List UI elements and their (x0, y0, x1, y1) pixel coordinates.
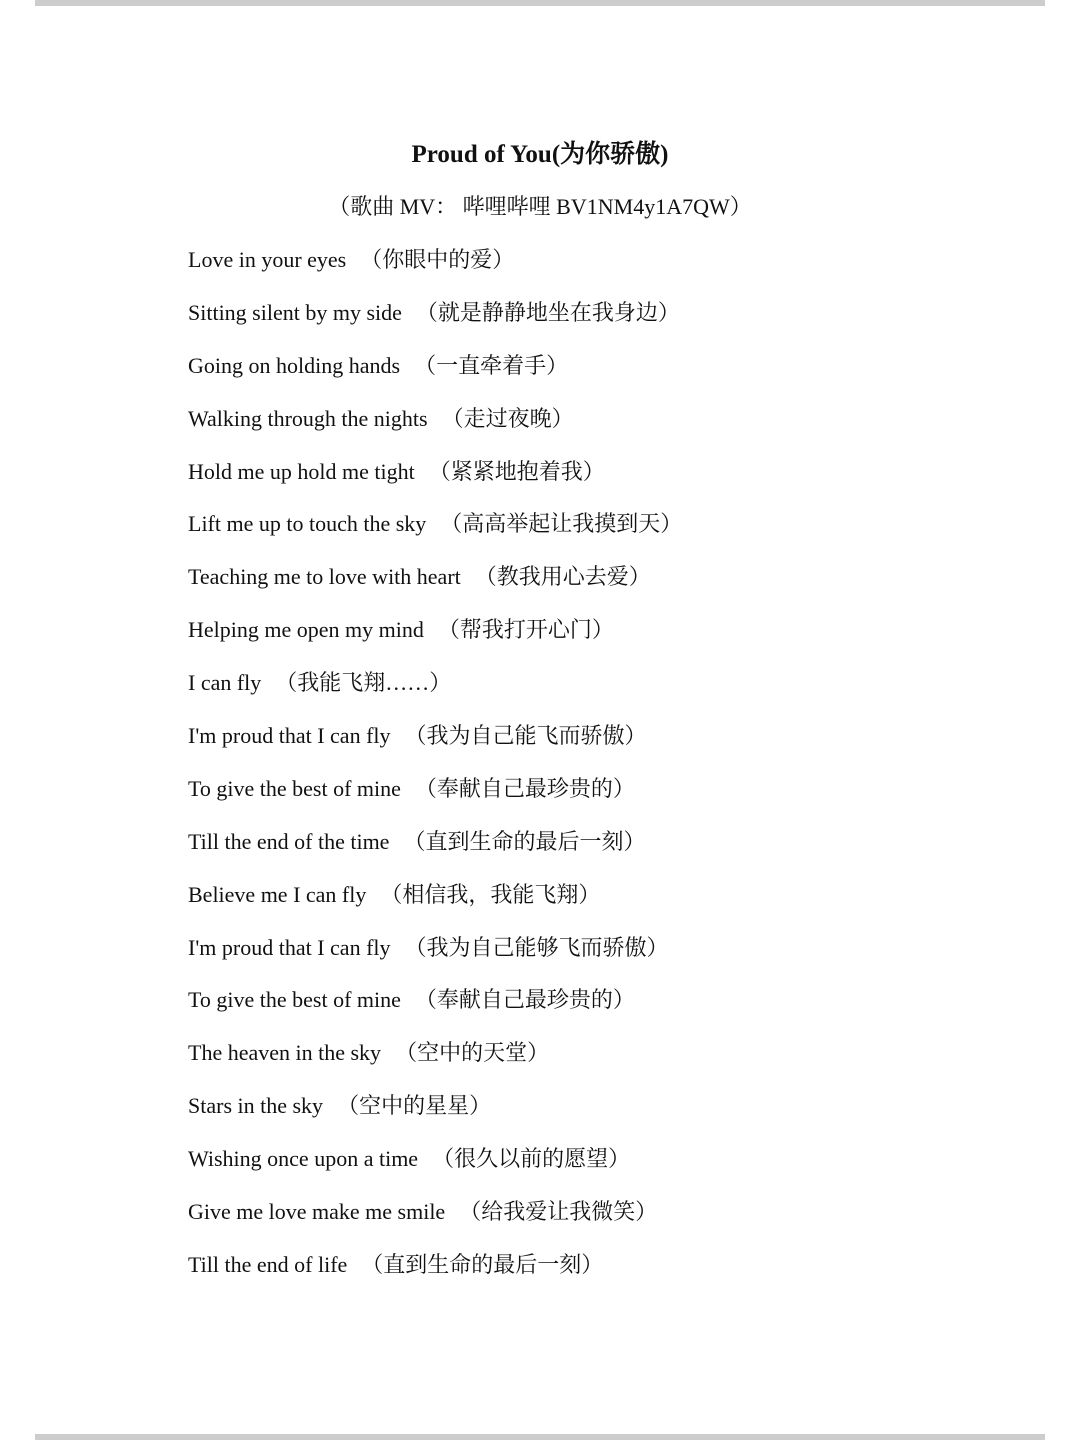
lyric-chinese: （我能飞翔……） (275, 670, 452, 696)
lyric-english: Going on holding hands (188, 352, 401, 378)
lyric-english: Stars in the sky (188, 1093, 324, 1119)
lyric-english: To give the best of mine (188, 775, 401, 801)
lyric-line (188, 1142, 1048, 1195)
lyric-line (188, 719, 1048, 772)
lyric-chinese: （教我用心去爱） (474, 564, 651, 590)
lyric-chinese: （我为自己能飞而骄傲） (404, 723, 647, 749)
lyric-line (188, 402, 1048, 455)
lyric-english: Sitting silent by my side (188, 299, 402, 325)
lyric-chinese: （高高举起让我摸到天） (440, 511, 683, 537)
lyric-line (188, 1089, 1048, 1142)
lyric-line (188, 931, 1048, 984)
lyric-line (188, 825, 1048, 878)
lyric-english: Till the end of the time (188, 828, 390, 854)
lyric-chinese: （我为自己能够飞而骄傲） (404, 934, 669, 960)
lyric-english: Wishing once upon a time (188, 1146, 419, 1172)
lyric-english: Lift me up to touch the sky (188, 511, 427, 537)
lyric-english: Till the end of life (188, 1251, 348, 1277)
lyric-line (188, 772, 1048, 825)
lyric-line (188, 983, 1048, 1036)
lyric-line (188, 455, 1048, 508)
lyric-chinese: （奉献自己最珍贵的） (414, 987, 635, 1013)
lyric-chinese: （直到生命的最后一刻） (361, 1251, 604, 1277)
lyric-english: Walking through the nights (188, 405, 428, 431)
lyric-chinese: （紧紧地抱着我） (428, 458, 605, 484)
lyric-chinese: （你眼中的爱） (360, 247, 515, 272)
lyric-line (188, 613, 1048, 666)
lyric-english: I'm proud that I can fly (188, 934, 391, 960)
lyric-english: To give the best of mine (188, 987, 401, 1013)
lyrics-list (188, 243, 1048, 1301)
lyric-english: Teaching me to love with heart (188, 564, 461, 590)
lyric-english: The heaven in the sky (188, 1040, 382, 1066)
lyric-line (188, 1195, 1048, 1248)
lyric-line (188, 243, 1048, 296)
lyric-english: Hold me up hold me tight (188, 458, 415, 484)
lyric-chinese: （空中的星星） (337, 1093, 492, 1119)
page-title: Proud of You(为你骄傲) (411, 141, 669, 168)
lyric-english: Believe me I can fly (188, 881, 367, 907)
lyric-line (188, 560, 1048, 613)
lyric-line (188, 296, 1048, 349)
lyric-line (188, 349, 1048, 402)
page-subtitle: （歌曲 MV： 哔哩哔哩 BV1NM4y1A7QW） (328, 194, 752, 219)
lyric-english: Helping me open my mind (188, 617, 424, 643)
lyric-english: Give me love make me smile (188, 1199, 446, 1225)
lyric-line (188, 666, 1048, 719)
lyric-english: I'm proud that I can fly (188, 723, 391, 749)
bottom-page-edge (35, 1434, 1045, 1440)
lyric-chinese: （走过夜晚） (441, 405, 574, 431)
top-page-edge (35, 0, 1045, 6)
lyric-english: Love in your eyes (188, 247, 347, 272)
lyric-chinese: （帮我打开心门） (437, 617, 614, 643)
lyric-chinese: （就是静静地坐在我身边） (415, 299, 680, 325)
lyric-chinese: （给我爱让我微笑） (459, 1199, 658, 1225)
lyric-line (188, 878, 1048, 931)
lyric-chinese: （空中的天堂） (395, 1040, 550, 1066)
lyric-chinese: （一直牵着手） (414, 352, 569, 378)
lyric-chinese: （相信我，我能飞翔） (380, 881, 601, 907)
lyric-chinese: （很久以前的愿望） (432, 1146, 631, 1172)
lyric-line (188, 507, 1048, 560)
lyric-line (188, 1248, 1048, 1301)
lyric-chinese: （直到生命的最后一刻） (403, 828, 646, 854)
lyric-english: I can fly (188, 670, 262, 696)
lyric-line (188, 1036, 1048, 1089)
lyric-chinese: （奉献自己最珍贵的） (414, 775, 635, 801)
